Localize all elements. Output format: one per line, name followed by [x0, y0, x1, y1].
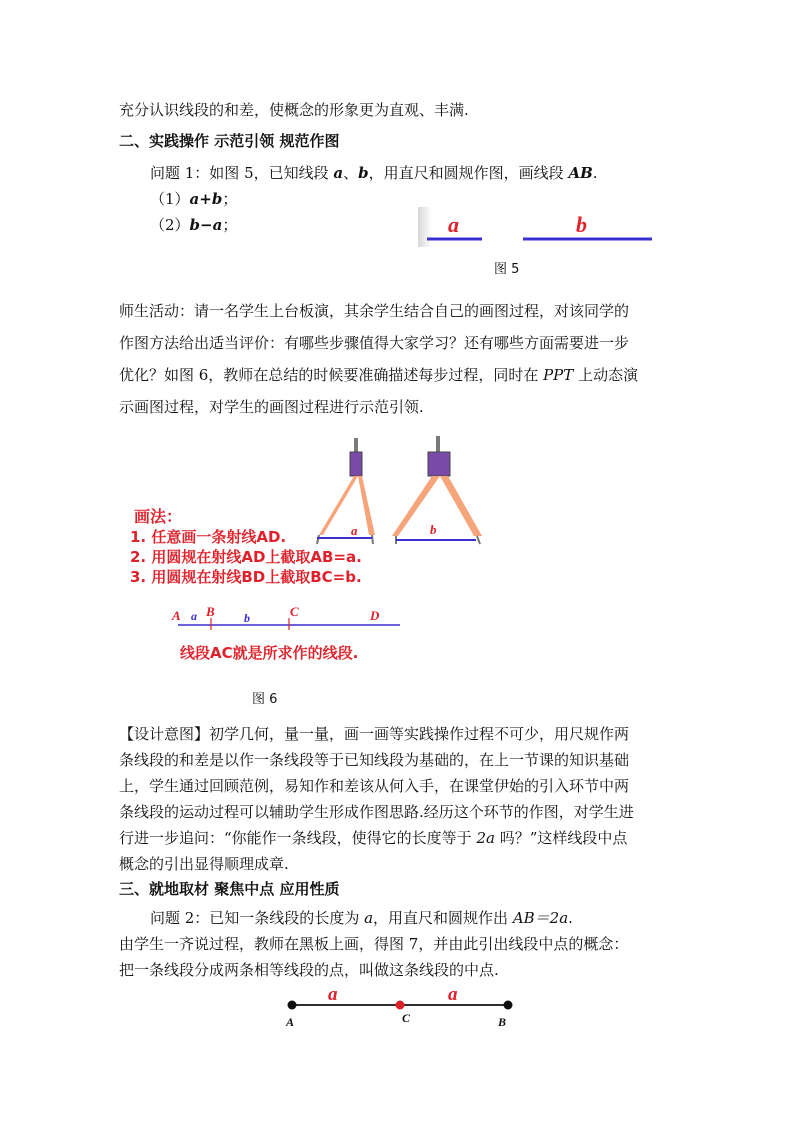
fig6-point-a: A: [172, 608, 181, 623]
q2-text-mid: ，用直尺和圆规作出: [373, 909, 513, 927]
design-line-5-pre: 行进一步追问：“你能作一条线段，使得它的长度等于: [119, 829, 477, 847]
paragraph-last-2: 把一条线段分成两条相等线段的点，叫做这条线段的中点.: [119, 961, 499, 979]
fig6-step-1: 1. 任意画一条射线AD.: [130, 528, 287, 546]
question-1: [150, 163, 598, 183]
item-2-end: ；: [222, 216, 238, 234]
activity-line-2: 作图方法给出适当评价：有哪些步骤值得大家学习？还有哪些方面需要进一步: [119, 334, 630, 352]
fig7-label-a-left: a: [328, 984, 338, 1005]
activity-line-3-post: 上动态演: [573, 366, 639, 384]
design-line-6: 概念的引出显得顺理成章.: [119, 855, 289, 873]
section-heading-2: 二、实践操作 示范引领 规范作图: [119, 132, 340, 150]
fig7-point-c: [396, 1001, 405, 1010]
compass-2-label: b: [430, 522, 437, 537]
design-line-5: [119, 828, 627, 848]
fig6-caption: 图 6: [252, 692, 278, 707]
q1-sep: 、: [343, 164, 359, 182]
fig5-shadow: [418, 207, 432, 247]
fig7-label-C: C: [402, 1011, 411, 1025]
fig7-label-a-right: a: [448, 984, 458, 1005]
item-2-expr: b−a: [189, 216, 223, 234]
activity-line-3: [119, 365, 638, 385]
fig5-label-a: a: [448, 212, 459, 237]
activity-ppt: PPT: [543, 366, 574, 384]
fig6-point-d: D: [370, 608, 380, 623]
figure-5: [418, 205, 658, 250]
item-2: [150, 215, 237, 235]
q1-var-a: a: [333, 164, 344, 182]
q2-equation: AB＝2a: [512, 909, 569, 927]
fig6-conclusion: 线段AC就是所求作的线段.: [180, 644, 359, 662]
fig6-point-b: B: [206, 604, 215, 619]
q1-end: .: [592, 164, 598, 182]
figure-6: [110, 432, 437, 672]
q2-text: 问题 2：已知一条线段的长度为: [150, 909, 365, 927]
q2-end: .: [568, 909, 573, 927]
fig6-seg-b: b: [244, 611, 250, 625]
design-2a: 2a: [476, 829, 495, 847]
section-heading-3: 三、就地取材 聚焦中点 应用性质: [119, 880, 340, 898]
activity-line-3-pre: 优化？如图 6，教师在总结的时候要准确描述每步过程，同时在: [119, 366, 544, 384]
compass-1-icon: [317, 438, 375, 544]
q1-var-b: b: [358, 164, 369, 182]
paragraph-last-1: 由学生一齐说过程，教师在黑板上画，得图 7，并由此引出线段中点的概念：: [119, 935, 629, 953]
item-1-expr: a+b: [189, 190, 223, 208]
design-line-1: 【设计意图】初学几何，量一量，画一画等实践操作过程不可少，用尺规作两: [119, 725, 630, 743]
fig7-label-A: A: [286, 1015, 295, 1029]
fig5-label-b: b: [576, 212, 587, 237]
item-1-end: ；: [222, 190, 238, 208]
fig7-point-b: [504, 1001, 513, 1010]
fig6-title: 画法：: [134, 507, 183, 526]
item-1: [150, 189, 237, 209]
activity-line-1: 师生活动：请一名学生上台板演，其余学生结合自己的画图过程，对该同学的: [119, 302, 630, 320]
design-line-2: 条线段的和差是以作一条线段等于已知线段为基础的，在上一节课的知识基础: [119, 751, 630, 769]
fig6-point-c: C: [290, 604, 299, 619]
fig6-step-3: 3. 用圆规在射线BD上截取BC=b.: [130, 568, 362, 586]
fig6-step-2: 2. 用圆规在射线AD上截取AB=a.: [130, 548, 362, 566]
design-line-5-post: 吗？”这样线段中点: [494, 829, 628, 847]
activity-line-4: 示画图过程，对学生的画图过程进行示范引领.: [119, 398, 424, 416]
fig7-point-a: [288, 1001, 297, 1010]
q1-text: 问题 1：如图 5，已知线段: [150, 164, 334, 182]
fig7-label-B: B: [498, 1015, 507, 1029]
compass-1-label: a: [351, 523, 358, 538]
question-2: [150, 908, 573, 928]
compass-2-icon: [392, 436, 482, 544]
design-line-4: 条线段的运动过程可以辅助学生形成作图思路.经历这个环节的作图，对学生进: [119, 803, 634, 821]
paragraph-intro: 充分认识线段的和差，使概念的形象更为直观、丰满.: [119, 101, 469, 119]
fig5-caption: 图 5: [494, 262, 520, 277]
figure-7: [275, 980, 525, 1035]
fig6-seg-a: a: [191, 609, 197, 623]
item-2-num: （2）: [150, 216, 190, 234]
design-line-3: 上，学生通过回顾范例，易知作和差该从何入手，在课堂伊始的引入环节中两: [119, 777, 630, 795]
item-1-num: （1）: [150, 190, 190, 208]
q2-var-a: a: [364, 909, 374, 927]
q1-text-mid: ，用直尺和圆规作图，画线段: [368, 164, 569, 182]
q1-var-ab: AB: [568, 164, 593, 182]
